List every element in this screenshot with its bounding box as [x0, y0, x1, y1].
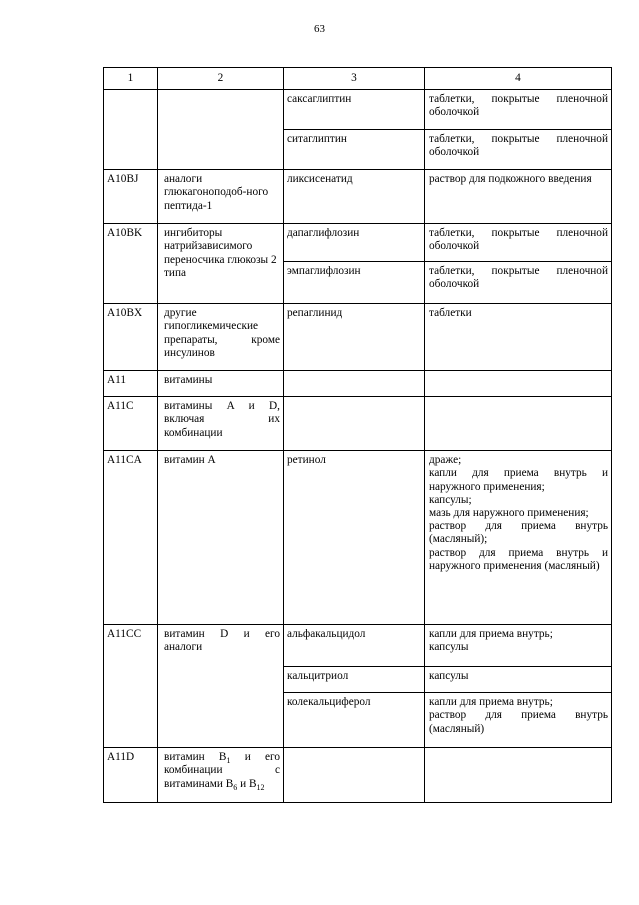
- group-cell: ингибиторы натрийзависимого переносчика глюкозы 2 типа: [158, 224, 284, 304]
- dosage-form-cell: [425, 693, 612, 748]
- dosage-form-line: капли для приема внутрь;: [429, 696, 553, 709]
- table-row: [104, 90, 612, 130]
- dosage-form-cell: [425, 451, 612, 625]
- drug-name-cell: эмпаглифлозин: [284, 262, 425, 304]
- dosage-form-cell: [425, 371, 612, 397]
- header-col-1: 1: [104, 68, 158, 90]
- group-cell: [158, 748, 284, 803]
- table-row: [104, 371, 612, 397]
- dosage-form-cell: раствор для подкожного введения: [425, 170, 612, 224]
- group-cell: витамины: [158, 371, 284, 397]
- drug-name-cell: [284, 748, 425, 803]
- table-row: [104, 170, 612, 224]
- drug-name-cell: колекальциферол: [284, 693, 425, 748]
- drug-name-cell: дапаглифлозин: [284, 224, 425, 262]
- code-cell: A11D: [104, 748, 158, 803]
- group-cell: витамины A и D, включая их комбинации: [158, 397, 284, 451]
- drug-name-cell: саксаглиптин: [284, 90, 425, 130]
- drug-name-cell: кальцитриол: [284, 667, 425, 693]
- table-row: [104, 224, 612, 262]
- table-row: [104, 748, 612, 803]
- dosage-form-cell: [425, 397, 612, 451]
- dosage-form-cell: [425, 625, 612, 667]
- group-cell: витамин D и его аналоги: [158, 625, 284, 748]
- code-cell: A10BJ: [104, 170, 158, 224]
- subscript: 12: [256, 782, 265, 792]
- dosage-form-cell: таблетки, покрытые пленочной оболочкой: [425, 224, 612, 262]
- dosage-form-cell: [425, 748, 612, 803]
- code-cell: A11: [104, 371, 158, 397]
- dosage-form-cell: таблетки: [425, 304, 612, 371]
- subscript: 1: [226, 756, 231, 766]
- table-row: [104, 451, 612, 625]
- dosage-form-line: капли для приема внутрь и наружного применения;: [429, 467, 608, 493]
- group-text: витамин B: [164, 751, 227, 764]
- drug-name-cell: ликсисенатид: [284, 170, 425, 224]
- drug-table: [103, 67, 612, 803]
- page-number: 63: [314, 23, 325, 35]
- dosage-form-line: драже;: [429, 454, 462, 467]
- dosage-form-cell: [425, 667, 612, 693]
- code-cell: A11C: [104, 397, 158, 451]
- code-cell: A11CC: [104, 625, 158, 748]
- dosage-form-line: мазь для наружного применения;: [429, 507, 589, 520]
- header-col-2: 2: [158, 68, 284, 90]
- dosage-form-cell: таблетки, покрытые пленочной оболочкой: [425, 130, 612, 170]
- header-col-4: 4: [425, 68, 612, 90]
- dosage-form-line: раствор для приема внутрь (масляный);: [429, 520, 608, 546]
- group-cell: другие гипогликемические препараты, кроме инсулинов: [158, 304, 284, 371]
- table-row: [104, 625, 612, 667]
- dosage-form-line: капсулы;: [429, 493, 472, 506]
- code-cell: A10BX: [104, 304, 158, 371]
- dosage-form-cell: таблетки, покрытые пленочной оболочкой: [425, 90, 612, 130]
- drug-name-cell: [284, 397, 425, 451]
- group-text: и B: [237, 777, 257, 790]
- header-col-3: 3: [284, 68, 425, 90]
- dosage-form-cell: таблетки, покрытые пленочной оболочкой: [425, 262, 612, 304]
- dosage-form-line: капли для приема внутрь;: [429, 628, 553, 641]
- dosage-form-line: капсулы: [429, 670, 469, 683]
- header-row: [104, 68, 612, 90]
- dosage-form-line: раствор для приема внутрь (масляный): [429, 709, 608, 735]
- table-row: [104, 304, 612, 371]
- code-cell: [104, 90, 158, 170]
- table-row: [104, 397, 612, 451]
- drug-name-cell: альфакальцидол: [284, 625, 425, 667]
- drug-name-cell: ретинол: [284, 451, 425, 625]
- drug-name-cell: [284, 371, 425, 397]
- code-cell: A10BK: [104, 224, 158, 304]
- group-cell: витамин A: [158, 451, 284, 625]
- group-cell: [158, 90, 284, 170]
- group-cell: аналоги глюкагоноподоб-ного пептида-1: [158, 170, 284, 224]
- subscript: 6: [233, 782, 238, 792]
- dosage-form-line: капсулы: [429, 641, 469, 654]
- code-cell: A11CA: [104, 451, 158, 625]
- drug-name-cell: ситаглиптин: [284, 130, 425, 170]
- group-text: и его комбинации с витаминами B: [164, 751, 280, 790]
- dosage-form-line: раствор для приема внутрь и наружного применения (масляный): [429, 546, 608, 572]
- drug-name-cell: репаглинид: [284, 304, 425, 371]
